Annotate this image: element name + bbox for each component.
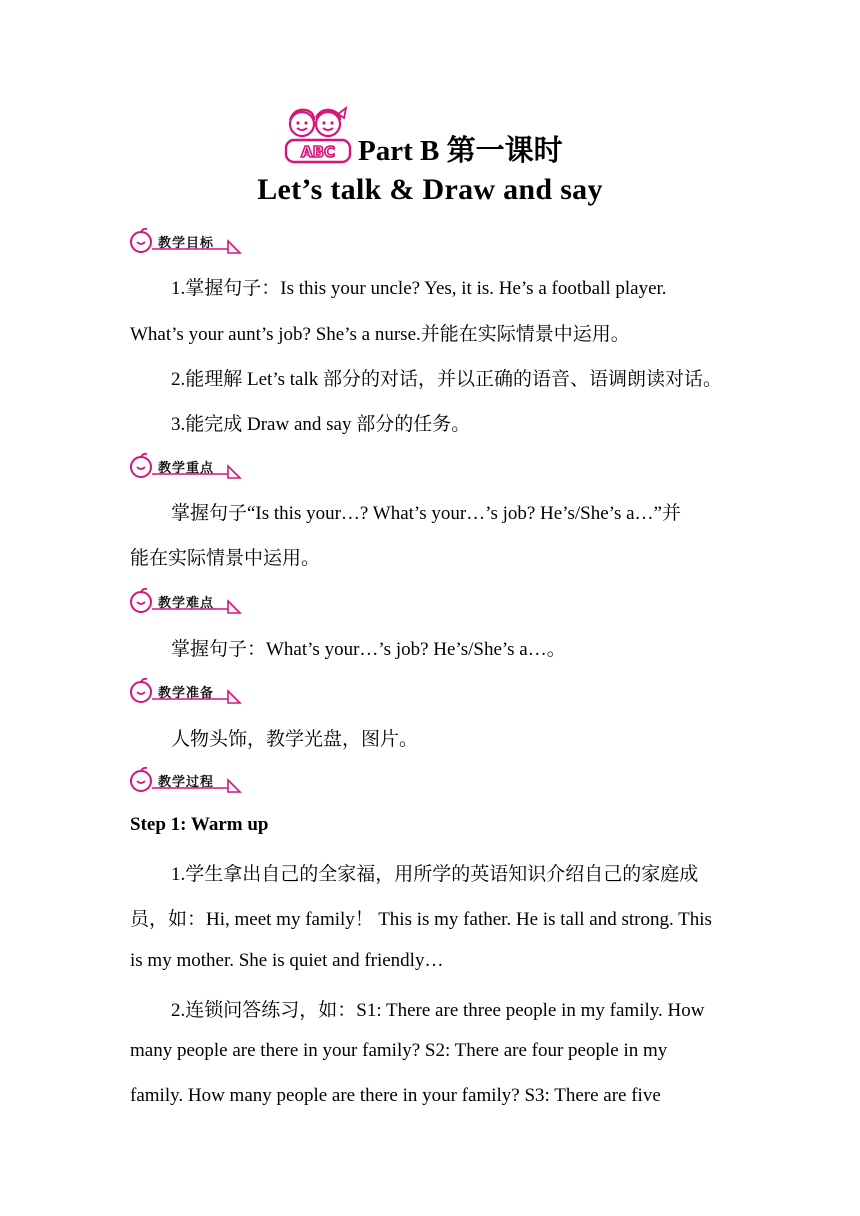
section-heading: 教学过程 — [158, 775, 215, 790]
lesson-subtitle: Let’s talk & Draw and say — [257, 173, 603, 206]
process-line-4: 2.连锁问答练习，如：S1: There are three people in my family. How — [171, 1000, 705, 1021]
step-1-title: Step 1: Warm up — [130, 814, 269, 835]
process-line-2: 员，如：Hi, meet my family！ This is my father. He is tall and strong. This — [130, 909, 712, 930]
section-heading: 教学目标 — [158, 236, 215, 251]
section-badge-process — [128, 766, 244, 796]
process-line-5: many people are there in your family? S2: There are four people in my — [130, 1040, 668, 1061]
objectives-line-4: 3.能完成 Draw and say 部分的任务。 — [171, 414, 471, 435]
objectives-line-3: 2.能理解 Let’s talk 部分的对话，并以正确的语音、语调朗读对话。 — [171, 369, 722, 390]
svg-text:ABC: ABC — [300, 143, 336, 161]
objectives-line-2: What’s your aunt’s job? She’s a nurse.并能在实际情景中运用。 — [130, 324, 630, 345]
key-points-line-2: 能在实际情景中运用。 — [130, 548, 321, 569]
section-heading: 教学难点 — [158, 596, 215, 611]
process-line-3: is my mother. She is quiet and friendly… — [130, 950, 444, 971]
kids-abc-logo-icon — [280, 104, 356, 166]
lesson-title: Part B 第一课时 — [358, 135, 563, 167]
key-points-line-1: 掌握句子“Is this your…? What’s your…’s job? He’s/She’s a…”并 — [171, 503, 681, 524]
section-badge-preparation — [128, 677, 244, 707]
objectives-line-1: 1.掌握句子：Is this your uncle? Yes, it is. He’s a football player. — [171, 278, 667, 299]
title-row — [280, 104, 640, 166]
section-badge-difficulties — [128, 587, 244, 617]
preparation-line-1: 人物头饰，教学光盘，图片。 — [171, 729, 419, 750]
process-line-1: 1.学生拿出自己的全家福，用所学的英语知识介绍自己的家庭成 — [171, 864, 699, 885]
section-heading: 教学重点 — [158, 461, 215, 476]
process-line-6: family. How many people are there in your family? S3: There are five — [130, 1085, 661, 1106]
section-badge-objectives — [128, 227, 244, 257]
section-badge-key-points — [128, 452, 244, 482]
difficulties-line-1: 掌握句子：What’s your…’s job? He’s/She’s a…。 — [171, 639, 566, 660]
section-heading: 教学准备 — [158, 686, 215, 701]
